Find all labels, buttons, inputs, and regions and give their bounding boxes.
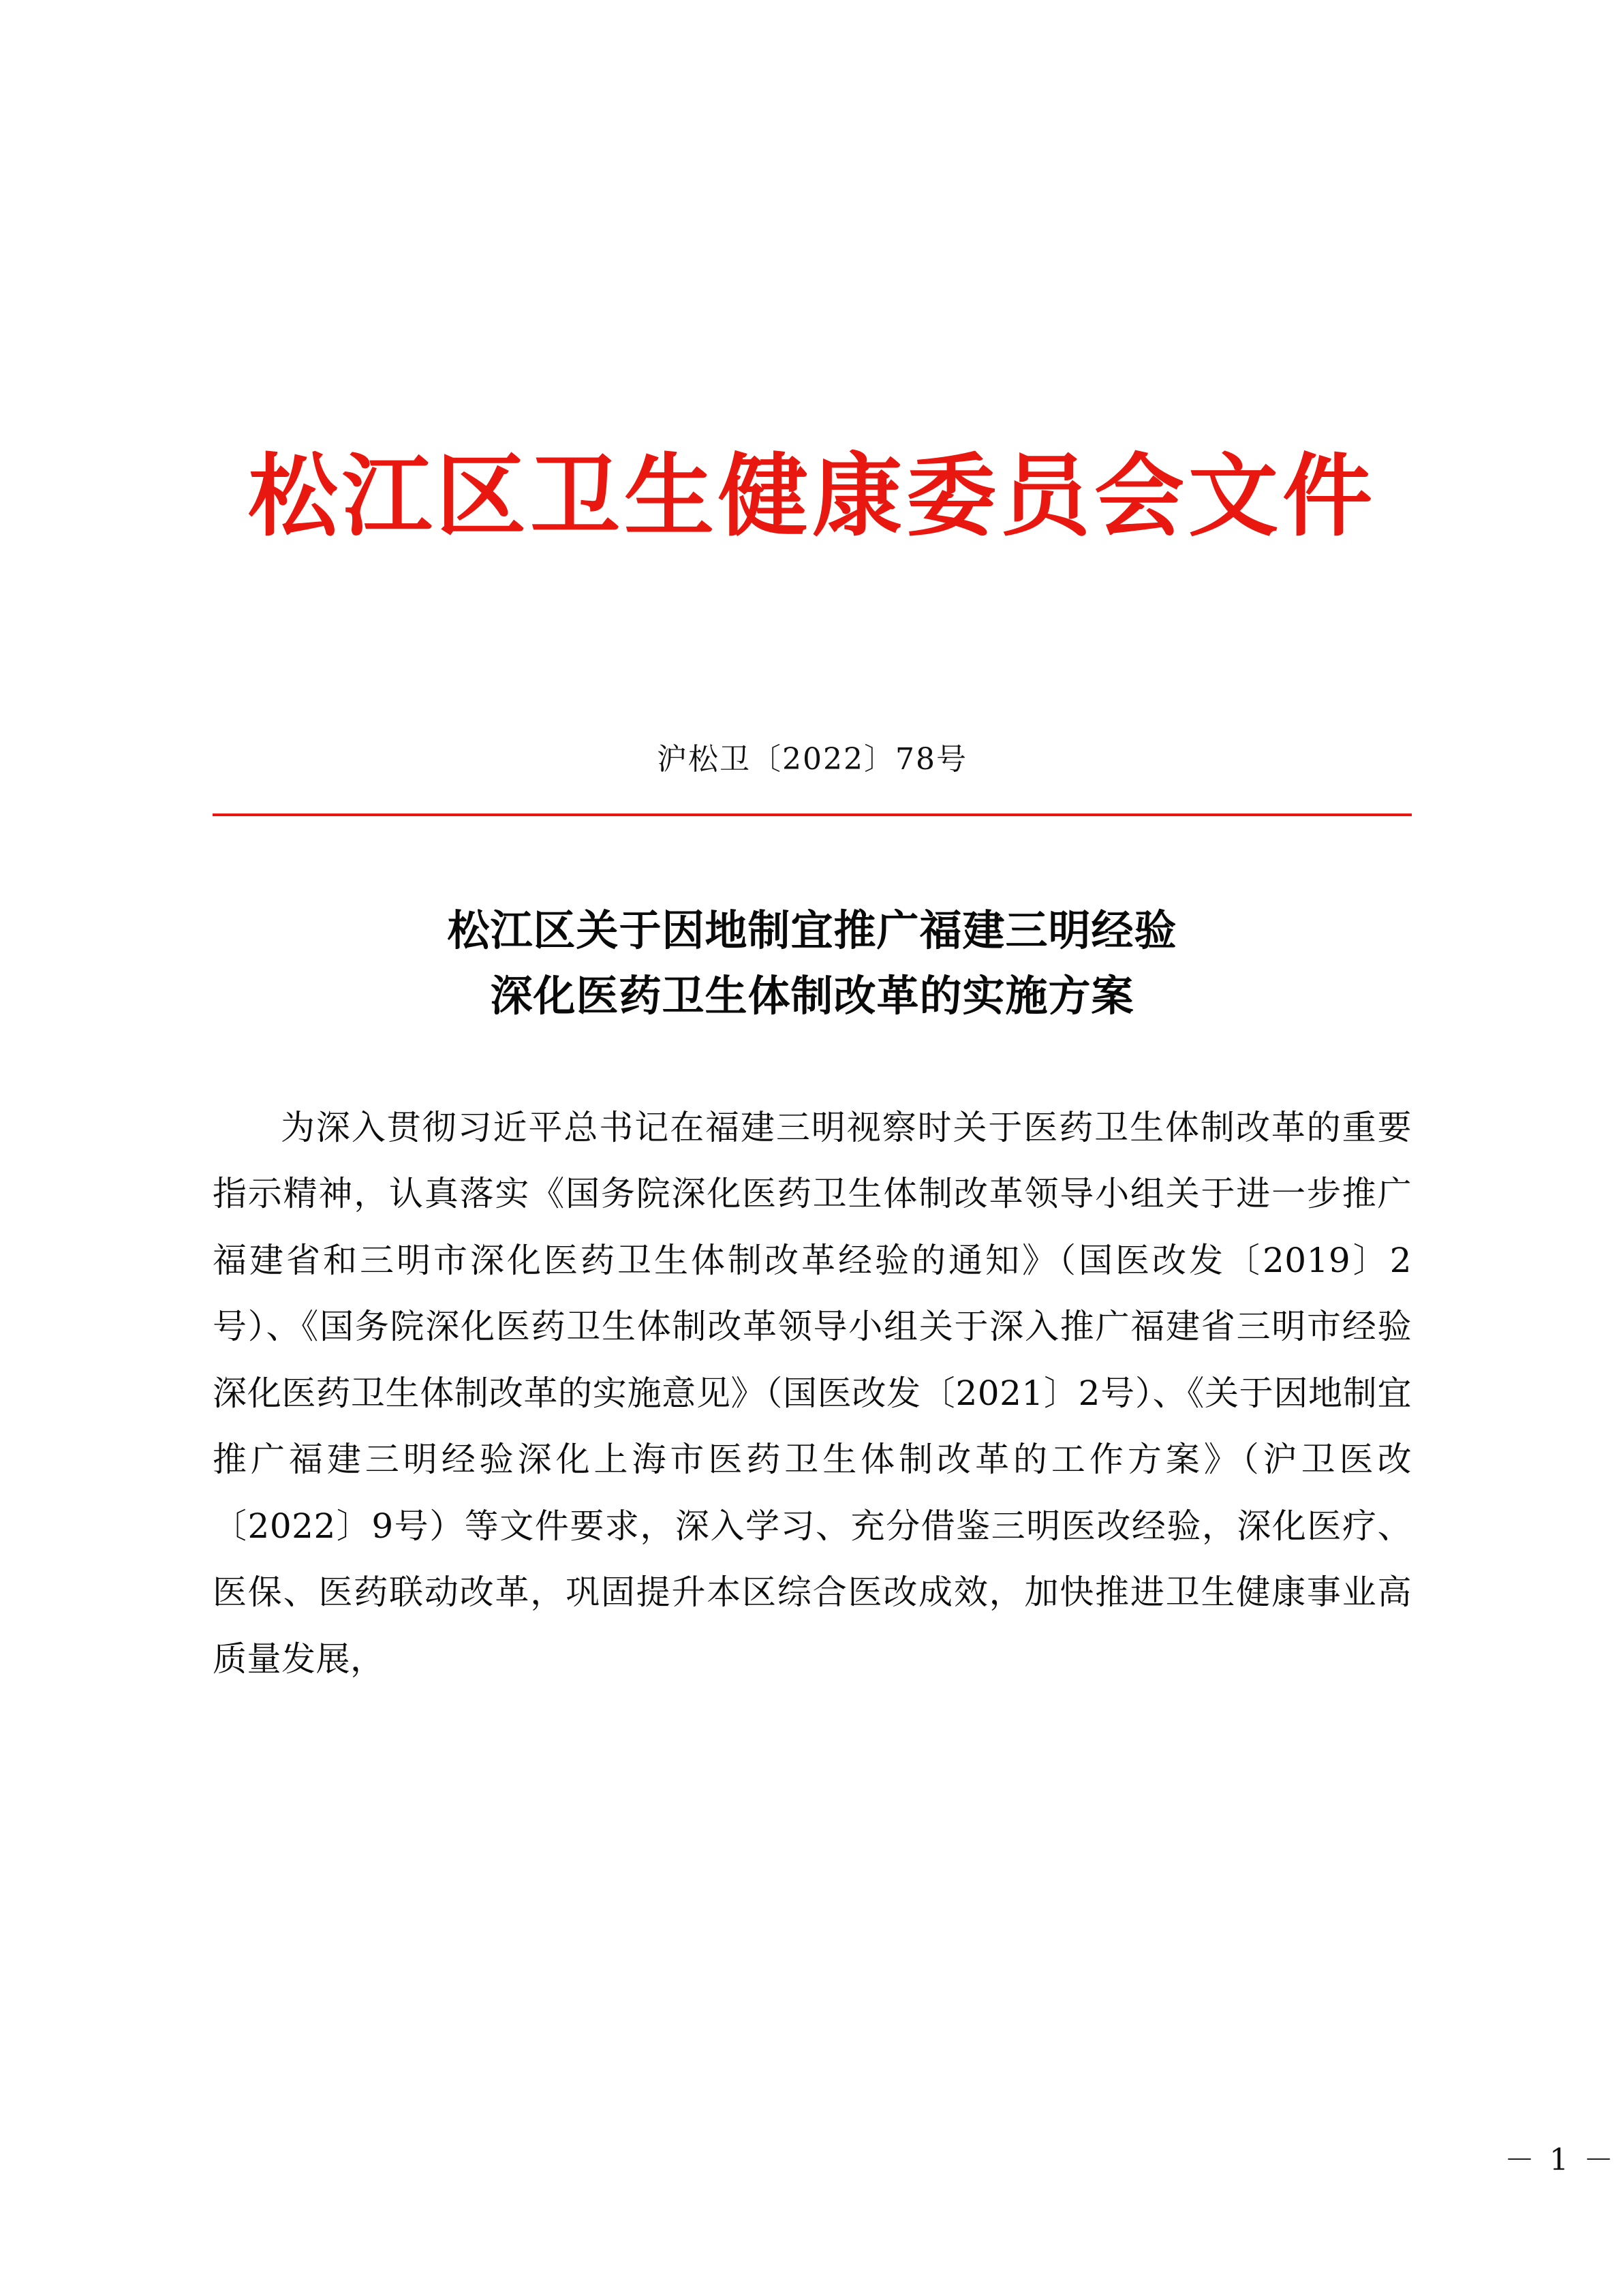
document-masthead: 松江区卫生健康委员会文件: [248, 444, 1376, 549]
page-number: － 1 －: [1504, 2143, 1616, 2177]
document-number: 沪松卫〔2022〕78号: [657, 742, 968, 777]
document-body: [213, 0, 1412, 2296]
body-paragraph: 为深入贯彻习近平总书记在福建三明视察时关于医药卫生体制改革的重要指示精神，认真落实《国务院深化医药卫生体制改革领导小组关于进一步推广福建省和三明市深化医药卫生体制改革经验的通知》（国医改发〔2019〕2号）、《国务院深化医药卫生体制改革领导小组关于深入推广福建省三明市经验深化医药卫生体制改革的实施意见》（国医改发〔2021〕2号）、《关于因地制宜推广福建三明经验深化上海市医药卫生体制改革的工作方案》（沪卫医改〔2022〕9号）等文件要求，深入学习、充分借鉴三明医改经验，深化医疗、医保、医药联动改革，巩固提升本区综合医改成效，加快推进卫生健康事业高质量发展，: [213, 1107, 1412, 1679]
page-title-line-1: 松江区关于因地制宜推广福建三明经验: [447, 905, 1177, 956]
page-title-line-2: 深化医药卫生体制改革的实施方案: [490, 971, 1134, 1021]
red-separator-rule: [213, 813, 1412, 816]
body-text: [213, 1095, 1412, 1693]
page-title: [213, 898, 1412, 1029]
